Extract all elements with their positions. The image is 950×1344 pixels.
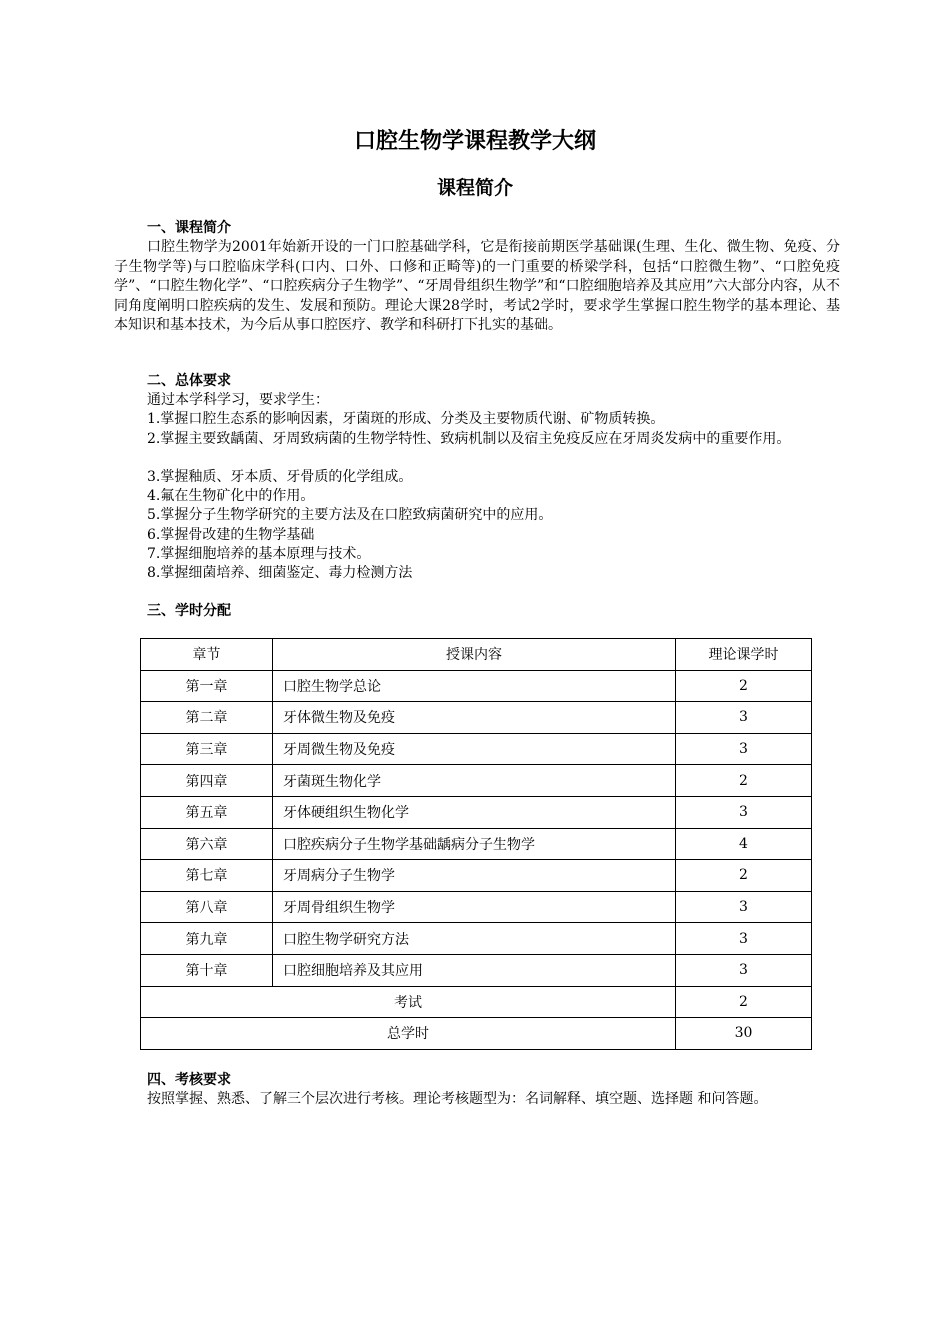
requirement-item: 8.掌握细菌培养、细菌鉴定、毒力检测方法	[147, 565, 413, 581]
cell-chapter: 第五章	[141, 796, 273, 828]
exam-label: 考试	[141, 986, 676, 1018]
requirement-item: 2.掌握主要致龋菌、牙周致病菌的生物学特性、致病机制以及宿主免疫反应在牙周炎发病中的重要作用。	[147, 431, 791, 447]
header-hours: 理论课学时	[676, 639, 812, 671]
requirement-item: 5.掌握分子生物学研究的主要方法及在口腔致病菌研究中的应用。	[147, 507, 553, 523]
section-2-heading: 二、总体要求	[147, 373, 231, 389]
table-row	[141, 702, 812, 734]
exam-row	[141, 986, 812, 1018]
cell-chapter: 第六章	[141, 828, 273, 860]
section-1-heading: 一、课程简介	[147, 220, 231, 236]
cell-chapter: 第三章	[141, 733, 273, 765]
table-row	[141, 796, 812, 828]
requirement-item: 3.掌握釉质、牙本质、牙骨质的化学组成。	[147, 469, 413, 485]
table-header-row	[141, 639, 812, 671]
cell-chapter: 第九章	[141, 923, 273, 955]
requirement-item: 1.掌握口腔生态系的影响因素，牙菌斑的形成、分类及主要物质代谢、矿物质转换。	[147, 411, 665, 427]
cell-chapter: 第十章	[141, 954, 273, 986]
requirement-item: 7.掌握细胞培养的基本原理与技术。	[147, 546, 371, 562]
requirement-item: 4.氟在生物矿化中的作用。	[147, 488, 315, 504]
cell-chapter: 第一章	[141, 670, 273, 702]
cell-hours: 2	[676, 765, 812, 797]
document-subtitle: 课程简介	[436, 177, 513, 199]
cell-content: 口腔疾病分子生物学基础龋病分子生物学	[273, 828, 676, 860]
cell-hours: 3	[676, 702, 812, 734]
cell-content: 口腔生物学研究方法	[273, 923, 676, 955]
table-row	[141, 670, 812, 702]
section-3-heading: 三、学时分配	[147, 603, 231, 619]
hours-table	[140, 638, 812, 1050]
cell-content: 牙周微生物及免疫	[273, 733, 676, 765]
cell-hours: 3	[676, 954, 812, 986]
table-row	[141, 954, 812, 986]
cell-content: 牙菌斑生物化学	[273, 765, 676, 797]
section-4-paragraph: 按照掌握、熟悉、了解三个层次进行考核。理论考核题型为：名词解释、填空题、选择题 和问答题。	[147, 1091, 768, 1107]
cell-hours: 3	[676, 923, 812, 955]
cell-hours: 3	[676, 891, 812, 923]
cell-hours: 2	[676, 670, 812, 702]
cell-chapter: 第四章	[141, 765, 273, 797]
table-row	[141, 923, 812, 955]
total-label: 总学时	[141, 1018, 676, 1050]
header-chapter: 章节	[141, 639, 273, 671]
cell-content: 口腔细胞培养及其应用	[273, 954, 676, 986]
total-row	[141, 1018, 812, 1050]
document-title: 口腔生物学课程教学大纲	[353, 129, 596, 154]
cell-chapter: 第八章	[141, 891, 273, 923]
cell-content: 牙体硬组织生物化学	[273, 796, 676, 828]
table-row	[141, 828, 812, 860]
requirement-item: 6.掌握骨改建的生物学基础	[147, 527, 315, 543]
table-row	[141, 765, 812, 797]
cell-content: 牙周病分子生物学	[273, 860, 676, 892]
section-2-intro: 通过本学科学习，要求学生：	[147, 392, 329, 408]
cell-hours: 3	[676, 796, 812, 828]
cell-content: 牙周骨组织生物学	[273, 891, 676, 923]
exam-hours: 2	[676, 986, 812, 1018]
cell-content: 口腔生物学总论	[273, 670, 676, 702]
cell-content: 牙体微生物及免疫	[273, 702, 676, 734]
cell-hours: 4	[676, 828, 812, 860]
header-content: 授课内容	[273, 639, 676, 671]
cell-hours: 2	[676, 860, 812, 892]
table-row	[141, 891, 812, 923]
table-row	[141, 860, 812, 892]
cell-chapter: 第七章	[141, 860, 273, 892]
section-1-paragraph: 口腔生物学为2001年始新开设的一门口腔基础学科，它是衔接前期医学基础课(生理、生化、微生物、免疫、分子生物学等)与口腔临床学科(口内、口外、口修和正畸等)的一门重要的桥梁学科，包括“口腔微生物”、“口腔免疫学”、“口腔生物化学”、“口腔疾病分子生物学”、“牙周骨组织生物学”和“口腔细胞培养及其应用”六大部分内容，从不同角度阐明口腔疾病的发生、发展和预防。理论大课28学时，考试2学时，要求学生掌握口腔生物学的基本理论、基本知识和基本技术，为今后从事口腔医疗、教学和科研打下扎实的基础。	[114, 239, 840, 333]
table-row	[141, 733, 812, 765]
cell-hours: 3	[676, 733, 812, 765]
total-hours: 30	[676, 1018, 812, 1050]
cell-chapter: 第二章	[141, 702, 273, 734]
section-4-heading: 四、考核要求	[147, 1072, 231, 1088]
